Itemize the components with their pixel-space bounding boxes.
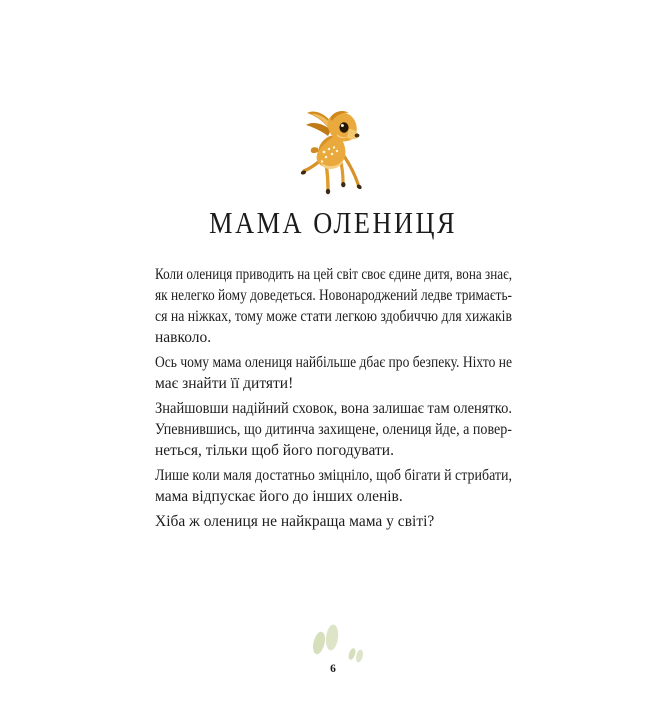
page-number: 6 [330,663,336,675]
fawn-illustration [299,106,371,198]
chapter-title-text: МАМА ОЛЕНИЦЯ [208,205,457,240]
text-line: Хіба ж олениця не найкраща мама у світі? [155,513,435,530]
paragraph [155,352,512,394]
text-line: Знайшовши надійний сховок, вона залишає там оленятко. [155,400,512,417]
paragraph [155,264,512,348]
text-line: ся на ніжках, тому може стати легкою здобиччю для хижаків [155,308,512,325]
text-line: Коли олениця приводить на цей світ своє єдине дитя, вона знає, [155,266,512,283]
text-line: неться, тільки щоб його погодувати. [155,442,394,459]
text-line: мама відпускає його до інших оленів. [155,488,403,505]
text-line: має знайти її дитяти! [155,375,294,392]
fawn-icon [299,106,371,198]
text-line: Упевнившись, що дитинча захищене, олениця йде, а повер- [155,421,512,438]
paragraph [155,465,512,507]
text-line: навколо. [155,329,212,346]
chapter-title [0,202,666,244]
paragraph [155,398,512,461]
story-text [155,264,512,536]
text-line: Ось чому мама олениця найбільше дбає про безпеку. Ніхто не [155,354,512,371]
paragraph [155,511,512,532]
text-line: Лише коли маля достатньо зміцніло, щоб бігати й стрибати, [155,467,512,484]
text-line: як нелегко йому доведеться. Новонароджений ледве тримаєть- [155,287,512,304]
